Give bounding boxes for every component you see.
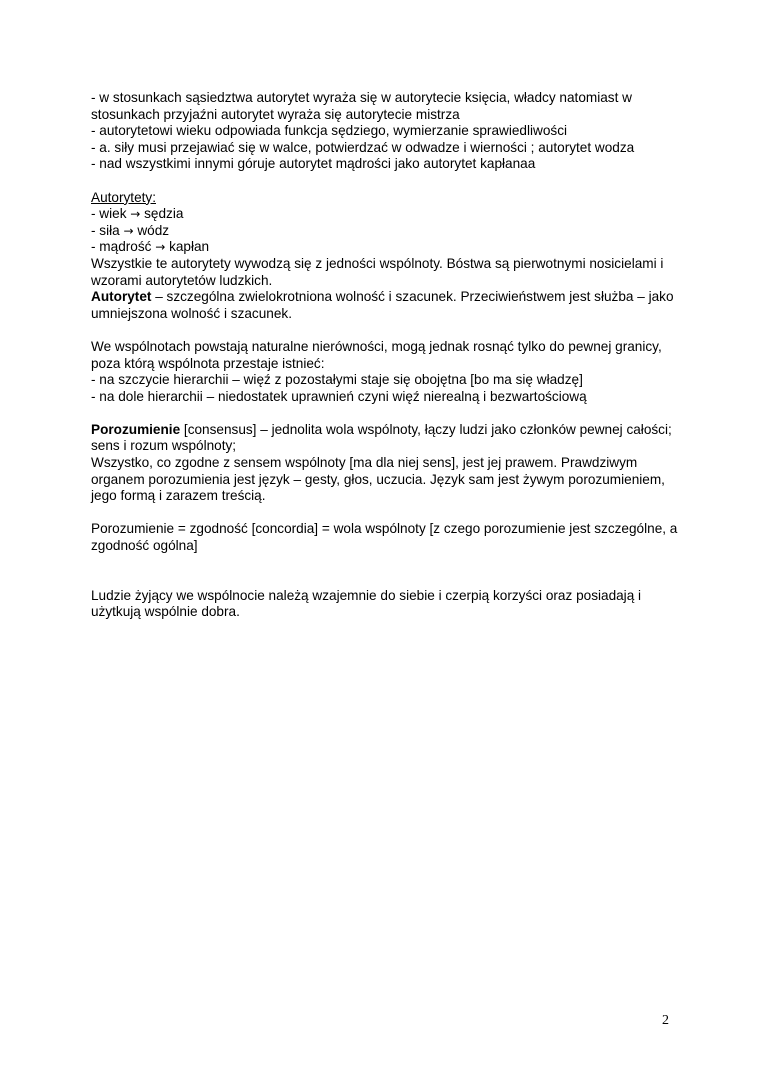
- arrow-right-icon: →: [155, 240, 166, 255]
- spacer: [91, 173, 681, 190]
- arrow-right-icon: →: [130, 207, 141, 222]
- paragraph: Wszystko, co zgodne z sensem wspólnoty [ma dla niej sens], jest jej prawem. Prawdziwym organem porozumienia jest język – gesty, głos, uczucia. Język sam jest żywym porozumieniem, jego formą i zarazem treścią.: [91, 455, 665, 504]
- definition-term: Autorytet: [91, 289, 152, 305]
- definition-text: – szczególna zwielokrotniona wolność i szacunek. Przeciwieństwem jest służba – jako umniejszona wolność i szacunek.: [91, 289, 674, 321]
- spacer: [91, 505, 681, 522]
- paragraph: Wszystkie te autorytety wywodzą się z jedności wspólnoty. Bóstwa są pierwotnymi nosicielami i wzorami autorytetów ludzkich.: [91, 255, 664, 288]
- paragraph: - w stosunkach sąsiedztwa autorytet wyraża się w autorytecie księcia, władcy natomiast w stosunkach przyjaźni autorytet wyraża się autorytecie mistrza: [91, 90, 632, 122]
- paragraph: Porozumienie = zgodność [concordia] = wola wspólnoty [z czego porozumienie jest szczególne, a zgodność ogólna]: [91, 521, 678, 554]
- paragraph: We wspólnotach powstają naturalne nierówności, mogą jednak rosnąć tylko do pewnej granicy, poza którą wspólnota przestaje istnieć:: [91, 338, 662, 371]
- item-source: - wiek: [91, 206, 127, 222]
- paragraph: Ludzie żyjący we wspólnocie należą wzajemnie do siebie i czerpią korzyści oraz posiadają i użytkują wspólnie dobra.: [91, 587, 642, 620]
- item-source: - siła: [91, 222, 120, 238]
- list-item: - na szczycie hierarchii – więź z pozostałymi staje się obojętna [bo ma się władzę]: [91, 372, 583, 388]
- arrow-right-icon: →: [123, 223, 134, 238]
- item-target: sędzia: [144, 206, 184, 222]
- spacer: [91, 405, 681, 422]
- section-heading-autorytety: Autorytety:: [91, 189, 156, 205]
- paragraph: - a. siły musi przejawiać się w walce, potwierdzać w odwadze i wierności ; autorytet wodza: [91, 139, 635, 155]
- list-item: [91, 239, 681, 256]
- paragraph: - autorytetowi wieku odpowiada funkcja sędziego, wymierzanie sprawiedliwości: [91, 123, 568, 139]
- page-number: 2: [662, 1013, 669, 1028]
- item-source: - mądrość: [91, 239, 152, 255]
- spacer: [91, 322, 681, 339]
- item-target: wódz: [137, 222, 170, 238]
- item-target: kapłan: [169, 239, 210, 255]
- definition-text: [consensus] – jednolita wola wspólnoty, łączy ludzi jako członków pewnej całości; sens i rozum wspólnoty;: [91, 421, 672, 454]
- definition-term: Porozumienie: [91, 421, 181, 437]
- definition: [91, 289, 681, 322]
- list-item: - na dole hierarchii – niedostatek uprawnień czyni więź nierealną i bezwartościową: [91, 388, 587, 404]
- list-item: [91, 223, 681, 240]
- page-content: [91, 90, 681, 621]
- definition: [91, 422, 681, 455]
- spacer: [91, 555, 681, 588]
- list-item: [91, 206, 681, 223]
- paragraph: - nad wszystkimi innymi góruje autorytet mądrości jako autorytet kapłanaa: [91, 156, 536, 172]
